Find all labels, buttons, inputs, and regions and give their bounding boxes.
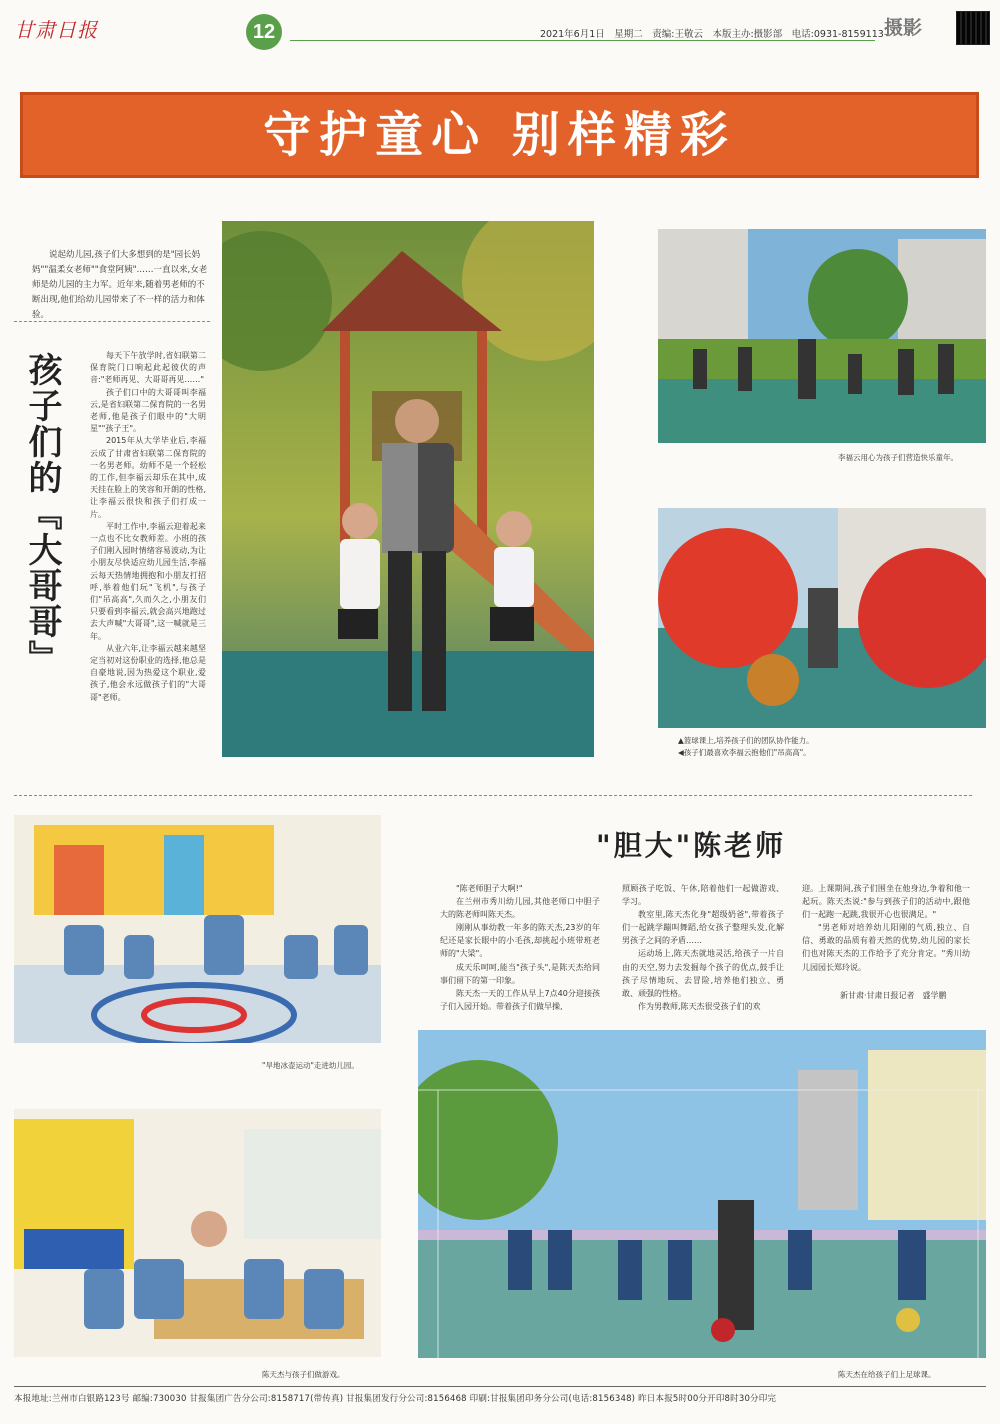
story2-title: "胆大"陈老师 bbox=[596, 829, 787, 862]
story1-title: 孩子们的『大哥哥』 bbox=[22, 352, 62, 676]
story1-paragraph: 平时工作中,李福云迎着起来一点也不比女教师差。小班的孩子们刚入园时情绪容易波动,为让小朋友尽快适应幼儿园生活,李福云每天热情地拥抱和小朋友打招呼,举着他们玩"飞机",与孩子们"吊高高",久而久之,小朋友们只要看到李福云,就会高兴地跑过去大声喊"大哥哥",这一喊就是三年。 bbox=[90, 521, 206, 641]
story2-paragraph: 陈天杰一天的工作从早上7点40分迎接孩子们入园开始。带着孩子们做早操, bbox=[440, 988, 600, 1011]
photo-caption: ◀孩子们最喜欢李福云抱他们"吊高高"。 bbox=[678, 748, 811, 757]
story2-paragraph: 刚刚从事幼教一年多的陈天杰,23岁的年纪还是家长眼中的小毛孩,却挑起小班带班老师的"大梁"。 bbox=[440, 923, 600, 959]
story2-column-1 bbox=[440, 882, 600, 1013]
intro-divider bbox=[14, 321, 210, 322]
photo-caption: 李福云用心为孩子们营造快乐童年。 bbox=[838, 453, 958, 462]
story1-paragraph: 2015年从大学毕业后,李福云成了甘肃省妇联第二保育院的一名男老师。幼师不是一个轻松的工作,但李福云却乐在其中,成天挂在脸上的笑容和开朗的性格,让李福云很快和孩子们打成一片。 bbox=[90, 436, 206, 519]
section-label: 摄影 bbox=[884, 17, 923, 39]
header-rule bbox=[290, 40, 875, 41]
main-photo bbox=[222, 221, 594, 757]
classroom-photo bbox=[14, 1109, 381, 1357]
story2-paragraph: "陈老师胆子大啊!" bbox=[456, 884, 523, 893]
header-info: 2021年6月1日 星期二 责编:王敬云 本版主办:摄影部 电话:0931-8159113 bbox=[540, 29, 884, 40]
story2-column-2 bbox=[622, 882, 784, 1013]
story2-paragraph: "男老师对培养幼儿阳刚的气质,独立、自信、勇敢的品质有着天然的优势,幼儿园的家长们也对陈天杰的工作给予了充分肯定。"秀川幼儿园园长郑玲说。 bbox=[802, 923, 970, 972]
newspaper-logo: 甘肃日报 bbox=[14, 18, 98, 42]
qr-code-icon bbox=[957, 12, 989, 44]
story1-paragraph: 每天下午放学时,省妇联第二保育院门口响起此起彼伏的声音:"老师再见、大哥哥再见……" bbox=[90, 351, 206, 385]
story2-paragraph: 教室里,陈天杰化身"超级奶爸",带着孩子们一起跳学蹦叫舞蹈,给女孩子整理头发,化解男孩子之间的矛盾…… bbox=[622, 910, 784, 946]
photo-caption: "旱地冰壶运动"走进幼儿园。 bbox=[262, 1061, 359, 1070]
playground-photo bbox=[658, 229, 986, 443]
footer-info: 本报地址:兰州市白银路123号 邮编:730030 甘报集团广告分公司:8158717(带传真) 甘报集团发行分公司:8156468 印刷:甘报集团印务分公司(电话:8156348) 昨日本报5时00分开印8时30分印完 bbox=[14, 1394, 777, 1404]
reporter-byline: 新甘肃·甘肃日报记者 盛学鹏 bbox=[840, 991, 947, 1000]
story1-paragraph: 孩子们口中的大哥哥叫李福云,是省妇联第二保育院的一名男老师,他是孩子们眼中的"大明星""孩子王"。 bbox=[90, 387, 206, 434]
story2-paragraph: 照顾孩子吃饭、午休,陪着他们一起做游戏、学习。 bbox=[622, 884, 784, 907]
curling-photo bbox=[14, 815, 381, 1043]
photo-caption: 陈天杰在给孩子们上足球课。 bbox=[838, 1370, 936, 1379]
footer-rule bbox=[14, 1386, 986, 1387]
basketball-photo bbox=[658, 508, 986, 728]
story2-paragraph: 成天乐呵呵,能当"孩子头",是陈天杰给同事们留下的第一印象。 bbox=[440, 962, 600, 985]
story1-paragraph: 从业六年,让李福云越来越坚定当初对这份职业的选择,他总是自豪地说,因为热爱这个职业,爱孩子,他会永远做孩子们的"大哥哥"老师。 bbox=[90, 643, 206, 702]
photo-caption: ▲篮球课上,培养孩子们的团队协作能力。 bbox=[678, 736, 814, 745]
story1-body bbox=[90, 350, 206, 704]
story2-column-3 bbox=[802, 882, 970, 974]
story2-paragraph: 迎。上课期间,孩子们围坐在他身边,争着和他一起玩。陈天杰说:"参与到孩子们的活动中,跟他们一起跑一起跳,我很开心也很满足。" bbox=[802, 884, 970, 920]
banner-title: 守护童心 别样精彩 bbox=[263, 107, 736, 163]
story2-paragraph: 运动场上,陈天杰就地灵活,给孩子一片自由的天空,努力去发掘每个孩子的优点,鼓手让孩子尽情地玩、去冒险,培养他们独立、勇敢、顽强的性格。 bbox=[622, 949, 784, 998]
story2-paragraph: 在兰州市秀川幼儿园,其他老师口中胆子大的陈老师叫陈天杰。 bbox=[440, 897, 600, 920]
story2-paragraph: 作为男教师,陈天杰很受孩子们的欢 bbox=[638, 1001, 761, 1011]
section-divider bbox=[14, 795, 972, 796]
football-photo bbox=[418, 1030, 986, 1358]
page-number-badge: 12 bbox=[246, 14, 282, 50]
story1-intro: 说起幼儿园,孩子们大多想到的是"园长妈妈""温柔女老师""食堂阿姨"……一直以来,女老师是幼儿园的主力军。近年来,随着男老师的不断出现,他们给幼儿园带来了不一样的活力和体验。 bbox=[32, 250, 208, 320]
photo-caption: 陈天杰与孩子们做游戏。 bbox=[262, 1370, 345, 1379]
